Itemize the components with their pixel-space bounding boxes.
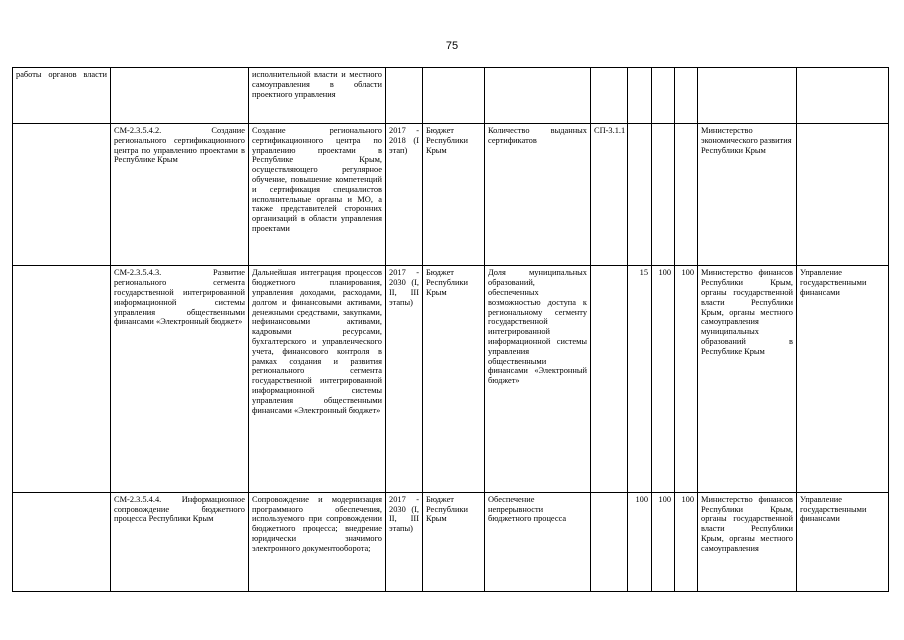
cell-description: исполнительной власти и местного самоуправления в области проектного управления [249, 68, 386, 124]
cell-value-3: 100 [675, 266, 698, 492]
cell-value-3 [675, 124, 698, 266]
cell-value-3: 100 [675, 492, 698, 591]
cell-co-responsible [797, 124, 889, 266]
cell-responsible: Министерство экономического развития Республики Крым [698, 124, 797, 266]
cell-value-1 [628, 68, 652, 124]
cell-indicator: Обеспечение непрерывности бюджетного процесса [485, 492, 591, 591]
cell-value-1 [628, 124, 652, 266]
table-row [13, 266, 889, 492]
cell-period [386, 68, 423, 124]
cell-source: Бюджет Республики Крым [423, 266, 485, 492]
page-number: 75 [445, 40, 459, 52]
cell-value-2: 100 [652, 266, 675, 492]
cell-source [423, 68, 485, 124]
cell-value-1: 100 [628, 492, 652, 591]
cell-period: 2017 - 2030 (I, II, III этапы) [386, 492, 423, 591]
cell-responsible: Министерство финансов Республики Крым, органы государственной власти Республики Крым, органы местного самоуправления [698, 492, 797, 591]
cell-indicator-code [591, 68, 628, 124]
cell-value-1: 15 [628, 266, 652, 492]
cell-indicator-code [591, 492, 628, 591]
cell-goal [13, 492, 111, 591]
cell-period: 2017 - 2030 (I, II, III этапы) [386, 266, 423, 492]
cell-co-responsible [797, 68, 889, 124]
cell-goal: работы органов власти [13, 68, 111, 124]
cell-indicator [485, 68, 591, 124]
cell-measure-name: СМ-2.3.5.4.2. Создание регионального сертификационного центра по управлению проектами в Республике Крым [111, 124, 249, 266]
cell-co-responsible: Управление государственными финансами [797, 492, 889, 591]
cell-description: Создание регионального сертификационного центра по управлению проектами в Республике Крым, осуществляющего регулярное обучение, повышение компетенций и сертификация специалистов исполнительные органы и МО, а также представителей сторонних организаций в области управления проектами [249, 124, 386, 266]
cell-indicator-code [591, 266, 628, 492]
cell-measure-name [111, 68, 249, 124]
cell-goal [13, 124, 111, 266]
cell-source: Бюджет Республики Крым [423, 492, 485, 591]
cell-description: Дальнейшая интеграция процессов бюджетного планирования, управления доходами, расходами, долгом и финансовыми активами, денежными средствами, закупками, нефинансовыми активами, кадровыми ресурсами, бухгалтерского и управленческого учета, финансового контроля в рамках создания и развития регионального сегмента государственной интегрированной информационной системы управления общественными финансами «Электронный бюджет» [249, 266, 386, 492]
cell-indicator: Доля муниципальных образований, обеспеченных возможностью доступа к региональному сегменту государственной интегрированной информационной системы управления общественными финансами «Электронный бюджет» [485, 266, 591, 492]
cell-source: Бюджет Республики Крым [423, 124, 485, 266]
cell-value-3 [675, 68, 698, 124]
table-row [13, 68, 889, 124]
cell-measure-name: СМ-2.3.5.4.4. Информационное сопровождение бюджетного процесса Республики Крым [111, 492, 249, 591]
cell-indicator: Количество выданных сертификатов [485, 124, 591, 266]
cell-measure-name: СМ-2.3.5.4.3. Развитие регионального сегмента государственной интегрированной информационной системы управления общественными финансами «Электронный бюджет» [111, 266, 249, 492]
cell-responsible: Министерство финансов Республики Крым, органы государственной власти Республики Крым, органы местного самоуправления муниципальных образований в Республике Крым [698, 266, 797, 492]
cell-description: Сопровождение и модернизация программного обеспечения, используемого при сопровождении бюджетного процесса; внедрение юридически значимого электронного документооборота; [249, 492, 386, 591]
cell-period: 2017 - 2018 (I этап) [386, 124, 423, 266]
cell-value-2 [652, 68, 675, 124]
cell-indicator-code: СП-3.1.1 [591, 124, 628, 266]
cell-responsible [698, 68, 797, 124]
cell-value-2 [652, 124, 675, 266]
table-row [13, 492, 889, 591]
cell-goal [13, 266, 111, 492]
strategy-measures-table [12, 67, 889, 592]
cell-value-2: 100 [652, 492, 675, 591]
cell-co-responsible: Управление государственными финансами [797, 266, 889, 492]
table-row [13, 124, 889, 266]
